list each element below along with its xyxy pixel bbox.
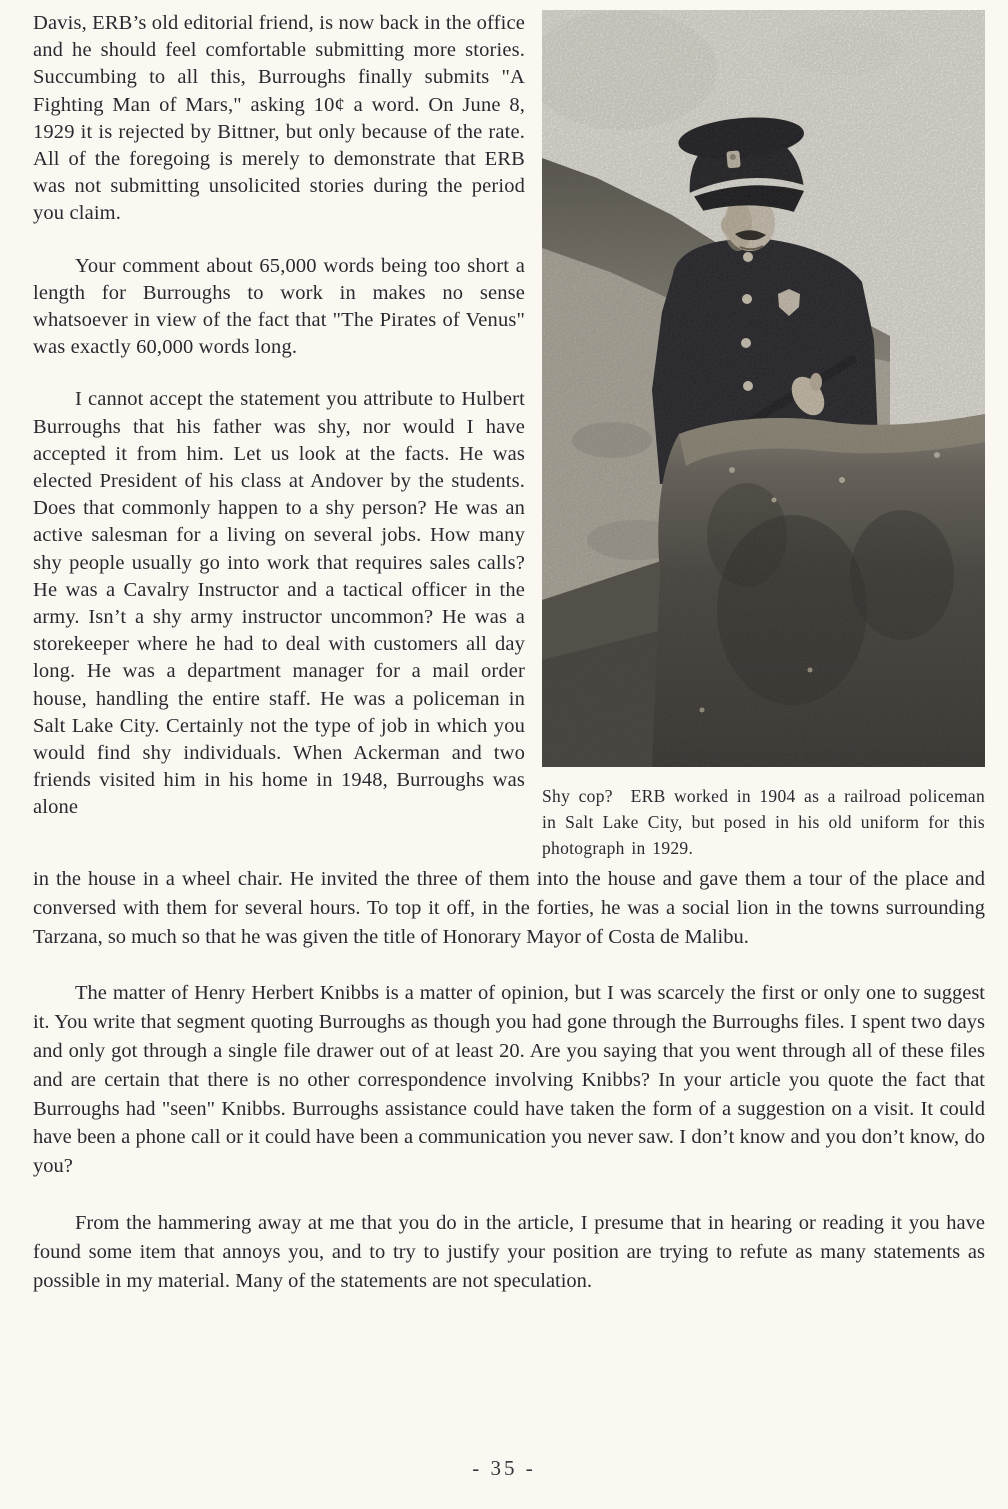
left-text-column <box>33 10 525 861</box>
paragraph-davis: Davis, ERB’s old editorial friend, is now back in the office and he should feel comfortable submitting more stories. Succumbing to all this, Burroughs finally submits "A Fighting Man of Mars," asking 10¢ a word. On June 8, 1929 it is rejected by Bittner, but only because of the rate. All of the foregoing is merely to demonstrate that ERB was not submitting unsolicited stories during the period you claim. <box>33 12 525 225</box>
paragraph-shy-facts: I cannot accept the statement you attribute to Hulbert Burroughs that his father was shy, nor would I have accepted it from him. Let us look at the facts. He was elected President of his class at Andover by the students. Does that commonly happen to a shy person? He was an active salesman for a living on several jobs. How many shy people usually go into work that requires sales calls? He was a Cavalry Instructor and a tactical officer in the army. Isn’t a shy army instructor uncommon? He was a storekeeper where he had to deal with customers all day long. He was a department manager for a mail order house, handling the entire staff. He was a policeman in Salt Lake City. Certainly not the type of job in which you would find shy individuals. When Ackerman and two friends visited him in his home in 1948, Burroughs was alone <box>33 388 525 819</box>
paragraph-hammering: From the hammering away at me that you do in the article, I presume that in hearing or reading it you have found some item that annoys you, and to try to justify your position are trying to refute as many statements as possible in my material. Many of the statements are not speculation. <box>33 1211 985 1292</box>
full-width-text <box>33 865 985 1295</box>
two-column-section <box>33 10 985 861</box>
photo-column <box>542 10 985 861</box>
policeman-photo-illustration <box>542 10 985 767</box>
photo-caption: Shy cop? ERB worked in 1904 as a railroad policeman in Salt Lake City, but posed in his old uniform for this photograph in 1929. <box>542 786 985 858</box>
photograph-erb-policeman <box>542 10 985 767</box>
paragraph-word-count: Your comment about 65,000 words being too short a length for Burroughs to work in makes no sense whatsoever in view of the fact that "The Pirates of Venus" was exactly 60,000 words long. <box>33 254 525 359</box>
page-number: - 35 - <box>472 1456 536 1480</box>
paragraph-wheelchair: in the house in a wheel chair. He invited the three of them into the house and gave them a tour of the place and conversed with them for several hours. To top it off, in the forties, he was a social lion in the towns surrounding Tarzana, so much so that he was given the title of Honorary Mayor of Costa de Malibu. <box>33 868 985 948</box>
paragraph-knibbs: The matter of Henry Herbert Knibbs is a matter of opinion, but I was scarcely the first or only one to suggest it. You write that segment quoting Burroughs as though you had gone through the Burroughs files. I spent two days and only got through a single file drawer out of at least 20. Are you saying that you went through all of these files and are certain that there is no other correspondence involving Knibbs? In your article you quote the fact that Burroughs had "seen" Knibbs. Burroughs assistance could have taken the form of a suggestion on a visit. It could have been a phone call or it could have been a communication you never saw. I don’t know and you don’t know, do you? <box>33 982 985 1178</box>
